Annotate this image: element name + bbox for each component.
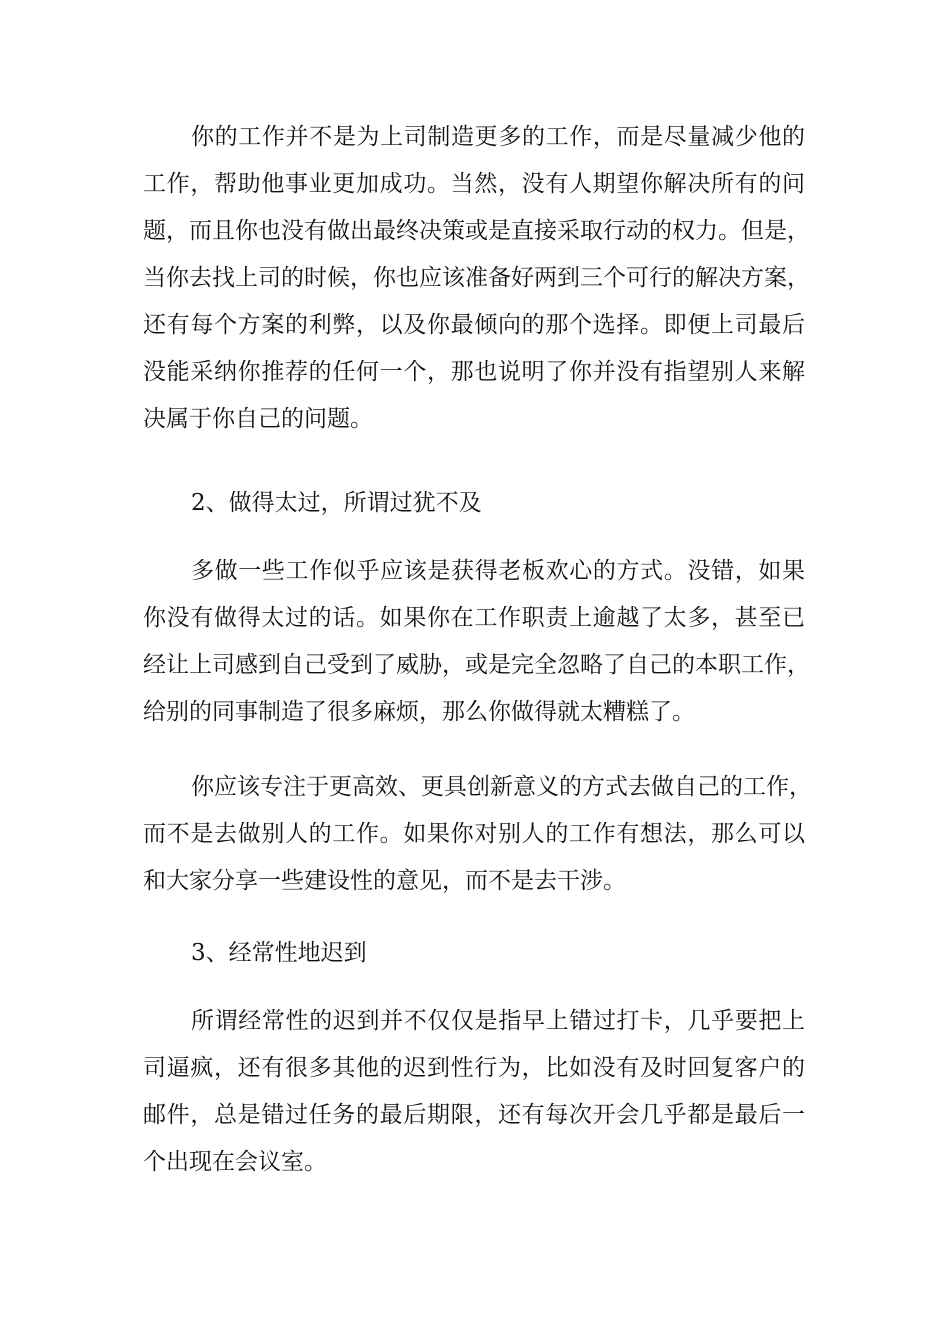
paragraph-line: 你应该专注于更高效、更具创新意义的方式去做自己的工作， bbox=[191, 774, 812, 800]
paragraph-line: 而不是去做别人的工作。如果你对别人的工作有想法，那么可以 bbox=[143, 821, 805, 847]
paragraph-line: 当你去找上司的时候，你也应该准备好两到三个可行的解决方案， bbox=[143, 265, 810, 291]
paragraph-line: 邮件，总是错过任务的最后期限，还有每次开会几乎都是最后一 bbox=[143, 1102, 805, 1128]
paragraph-line: 和大家分享一些建设性的意见，而不是去干涉。 bbox=[143, 868, 626, 894]
paragraph-line: 个出现在会议室。 bbox=[143, 1149, 327, 1175]
paragraph-line: 你的工作并不是为上司制造更多的工作，而是尽量减少他的 bbox=[191, 124, 805, 150]
paragraph-line: 工作，帮助他事业更加成功。当然，没有人期望你解决所有的问 bbox=[143, 171, 805, 197]
section-heading: 2、做得太过，所谓过犹不及 bbox=[191, 490, 482, 516]
paragraph-line: 题，而且你也没有做出最终决策或是直接采取行动的权力。但是， bbox=[143, 218, 810, 244]
paragraph-line: 没能采纳你推荐的任何一个，那也说明了你并没有指望别人来解 bbox=[143, 359, 805, 385]
paragraph-line: 给别的同事制造了很多麻烦，那么你做得就太糟糕了。 bbox=[143, 699, 695, 725]
paragraph-line: 多做一些工作似乎应该是获得老板欢心的方式。没错，如果 bbox=[191, 558, 805, 584]
paragraph-line: 经让上司感到自己受到了威胁，或是完全忽略了自己的本职工作， bbox=[143, 652, 810, 678]
paragraph-line: 还有每个方案的利弊，以及你最倾向的那个选择。即便上司最后 bbox=[143, 312, 805, 338]
paragraph-line: 司逼疯，还有很多其他的迟到性行为，比如没有及时回复客户的 bbox=[143, 1055, 805, 1081]
paragraph-line: 你没有做得太过的话。如果你在工作职责上逾越了太多，甚至已 bbox=[143, 605, 805, 631]
paragraph-line: 决属于你自己的问题。 bbox=[143, 406, 373, 432]
section-heading: 3、经常性地迟到 bbox=[191, 940, 367, 966]
paragraph-line: 所谓经常性的迟到并不仅仅是指早上错过打卡，几乎要把上 bbox=[191, 1008, 805, 1034]
